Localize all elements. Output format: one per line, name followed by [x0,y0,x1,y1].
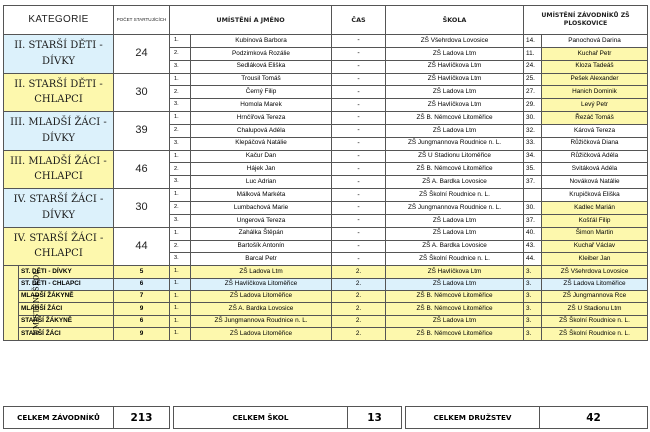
school-name: ZŠ B. Němcové Litoměřice [386,112,524,125]
race-time: - [332,227,386,240]
race-time: - [332,163,386,176]
category-results [4,35,648,266]
ranking-third-place: 3. [524,278,542,290]
school-name: ZŠ Havlíčkova Ltm [386,60,524,73]
ranking-first-school: ZŠ Ladova Ltm [191,266,332,278]
race-time: - [332,201,386,214]
ploskovice-racer: Růžičková Diana [542,137,648,150]
ploskovice-place: 30. [524,112,542,125]
ranking-team-count: 6 [114,315,170,327]
ranking-third-place: 3. [524,303,542,315]
place-number: 3. [170,99,191,112]
ploskovice-racer: Kleiber Jan [542,253,648,266]
ranking-second-place: 2. [332,290,386,302]
ranking-first-school: ZŠ A. Bardka Lovosice [191,303,332,315]
ploskovice-racer: Krupičková Eliška [542,189,648,202]
ploskovice-place: 25. [524,73,542,86]
ploskovice-place: 32. [524,124,542,137]
ranking-team-count: 5 [114,266,170,278]
race-time: - [332,60,386,73]
school-name: ZŠ Ladova Ltm [386,86,524,99]
racer-name: Kubínová Barbora [191,35,332,48]
results-sheet [3,5,647,429]
result-row [4,112,648,125]
category-name: IV. STARŠÍ ŽÁCI - CHLAPCI [4,227,114,266]
category-name: II. STARŠÍ DĚTI - CHLAPCI [4,73,114,112]
starter-count: 39 [114,112,170,151]
ploskovice-place: 37. [524,176,542,189]
place-number: 2. [170,201,191,214]
race-time: - [332,35,386,48]
ranking-third-school: ZŠ Ladova Litoměřice [542,278,648,290]
ploskovice-racer: Panochová Darina [542,35,648,48]
racer-name: Podzimková Rozálie [191,47,332,60]
ploskovice-racer: Svitáková Adéla [542,163,648,176]
place-number: 1. [170,35,191,48]
total-teams-label: CELKEM DRUŽSTEV [406,407,540,429]
result-row [4,189,648,202]
school-name: ZŠ Školní Roudnice n. L. [386,189,524,202]
race-time: - [332,150,386,163]
school-name: ZŠ A. Bardka Lovosice [386,240,524,253]
side-label-text: UMÍSTĚNÍ ŠKOL [32,270,41,336]
ranking-second-place: 2. [332,328,386,340]
ranking-first-place: 1. [170,266,191,278]
racer-name: Ungerová Tereza [191,214,332,227]
category-name: III. MLADŠÍ ŽÁCI - CHLAPCI [4,150,114,189]
racer-name: Chalupová Adéla [191,124,332,137]
school-name: ZŠ Jungmannova Roudnice n. L. [386,201,524,214]
ploskovice-place [524,189,542,202]
result-row [4,73,648,86]
ranking-category: STARŠÍ ŽÁCI [19,328,114,340]
ranking-second-school: ZŠ Ladova Ltm [386,315,524,327]
ranking-first-school: ZŠ Ladova Litoměřice [191,290,332,302]
ploskovice-place: 33. [524,137,542,150]
school-ranking-row [4,278,648,290]
place-number: 3. [170,60,191,73]
starter-count: 30 [114,189,170,228]
ranking-team-count: 9 [114,328,170,340]
place-number: 1. [170,227,191,240]
place-number: 1. [170,189,191,202]
racer-name: Málková Markéta [191,189,332,202]
ploskovice-place: 40. [524,227,542,240]
ranking-first-place: 1. [170,290,191,302]
race-time: - [332,240,386,253]
ranking-first-school: ZŠ Jungmannova Roudnice n. L. [191,315,332,327]
school-ranking-row [4,290,648,302]
starter-count: 24 [114,35,170,74]
starter-count: 46 [114,150,170,189]
race-time: - [332,86,386,99]
racer-name: Luc Adrian [191,176,332,189]
ploskovice-racer: Kloza Tadeáš [542,60,648,73]
racer-name: Homola Marek [191,99,332,112]
result-row [4,35,648,48]
header-cas: ČAS [332,6,386,35]
ranking-team-count: 6 [114,278,170,290]
race-time: - [332,47,386,60]
ranking-first-place: 1. [170,303,191,315]
race-time: - [332,176,386,189]
category-name: IV. STARŠÍ ŽÁCI - DÍVKY [4,189,114,228]
starter-count: 44 [114,227,170,266]
racer-name: Barcal Petr [191,253,332,266]
school-name: ZŠ Ladova Ltm [386,124,524,137]
ranking-second-place: 2. [332,303,386,315]
ploskovice-place: 34. [524,150,542,163]
ranking-third-school: ZŠ Jungmannova Rce [542,290,648,302]
school-rankings [4,266,648,340]
ploskovice-racer: Kuchař Petr [542,47,648,60]
ploskovice-place: 27. [524,86,542,99]
ranking-team-count: 7 [114,290,170,302]
ploskovice-racer: Šimon Martin [542,227,648,240]
place-number: 2. [170,240,191,253]
place-number: 1. [170,73,191,86]
racer-name: Černý Filip [191,86,332,99]
place-number: 1. [170,112,191,125]
ranking-second-school: ZŠ Ladova Ltm [386,278,524,290]
ranking-first-school: ZŠ Havlíčkova Litoměřice [191,278,332,290]
ploskovice-place: 43. [524,240,542,253]
place-number: 2. [170,47,191,60]
ranking-third-school: ZŠ Školní Roudnice n. L. [542,328,648,340]
school-name: ZŠ Jungmannova Roudnice n. L. [386,137,524,150]
ranking-third-school: ZŠ Všehrdova Lovosice [542,266,648,278]
header-umisteni: UMÍSTĚNÍ A JMÉNO [170,6,332,35]
ranking-second-school: ZŠ B. Němcové Litoměřice [386,290,524,302]
header-pocet: POČET STARTUJÍCÍCH [114,6,170,35]
ploskovice-place: 11. [524,47,542,60]
ranking-first-place: 1. [170,315,191,327]
ploskovice-racer: Nováková Natálie [542,176,648,189]
school-name: ZŠ Havlíčkova Ltm [386,73,524,86]
ranking-third-place: 3. [524,266,542,278]
place-number: 2. [170,124,191,137]
place-number: 3. [170,214,191,227]
school-ranking-row [4,266,648,278]
ploskovice-place: 29. [524,99,542,112]
school-ranking-row [4,328,648,340]
racer-name: Zahálka Štěpán [191,227,332,240]
racer-name: Klepáčová Natálie [191,137,332,150]
ploskovice-place: 37. [524,214,542,227]
ploskovice-racer: Pešek Alexander [542,73,648,86]
race-time: - [332,214,386,227]
ploskovice-place: 44. [524,253,542,266]
results-table [3,5,648,341]
racer-name: Bartošík Antonín [191,240,332,253]
ploskovice-racer: Hanich Dominik [542,86,648,99]
category-name: III. MLADŠÍ ŽÁCI - DÍVKY [4,112,114,151]
ranking-third-school: ZŠ U Stadionu Ltm [542,303,648,315]
result-row [4,227,648,240]
racer-name: Sedláková Eliška [191,60,332,73]
total-racers-label: CELKEM ZÁVODNÍKŮ [4,407,114,429]
place-number: 2. [170,163,191,176]
ploskovice-racer: Růžičková Adéla [542,150,648,163]
ranking-third-place: 3. [524,315,542,327]
ploskovice-place: 24. [524,60,542,73]
header-skola: ŠKOLA [386,6,524,35]
place-number: 1. [170,150,191,163]
race-time: - [332,189,386,202]
race-time: - [332,253,386,266]
racer-name: Lumbachová Marie [191,201,332,214]
header-ploskovice: UMÍSTĚNÍ ZÁVODNÍKŮ ZŠ PLOSKOVICE [524,6,648,35]
ploskovice-place: 35. [524,163,542,176]
school-ranking-row [4,315,648,327]
ploskovice-racer: Kadlec Marián [542,201,648,214]
school-name: ZŠ Všehrdova Lovosice [386,35,524,48]
ranking-category: STARŠÍ ŽÁKYNĚ [19,315,114,327]
school-name: ZŠ Havlíčkova Ltm [386,99,524,112]
ranking-second-school: ZŠ Havlíčkova Ltm [386,266,524,278]
place-number: 3. [170,253,191,266]
ranking-first-place: 1. [170,278,191,290]
ranking-second-place: 2. [332,266,386,278]
ranking-category: ST. DĚTI - CHLAPCI [19,278,114,290]
race-time: - [332,99,386,112]
ploskovice-racer: Kárová Tereza [542,124,648,137]
school-ranking-row [4,303,648,315]
school-name: ZŠ Ladova Ltm [386,47,524,60]
totals-footer [3,406,648,429]
ploskovice-place: 14. [524,35,542,48]
race-time: - [332,124,386,137]
ploskovice-racer: Kuchař Václav [542,240,648,253]
ranking-third-place: 3. [524,328,542,340]
race-time: - [332,137,386,150]
race-time: - [332,73,386,86]
total-schools-value: 13 [348,407,402,429]
ploskovice-place: 30. [524,201,542,214]
school-name: ZŠ Školní Roudnice n. L. [386,253,524,266]
ranking-second-school: ZŠ B. Němcové Litoměřice [386,303,524,315]
total-racers-value: 213 [114,407,170,429]
ranking-third-school: ZŠ Školní Roudnice n. L. [542,315,648,327]
ranking-second-place: 2. [332,315,386,327]
place-number: 2. [170,86,191,99]
ranking-category: MLADŠÍ ŽÁKYNĚ [19,290,114,302]
total-teams-value: 42 [540,407,648,429]
school-name: ZŠ B. Němcové Litoměřice [386,163,524,176]
ranking-second-school: ZŠ B. Němcové Litoměřice [386,328,524,340]
school-name: ZŠ Ladova Ltm [386,227,524,240]
race-time: - [332,112,386,125]
ploskovice-racer: Košťál Filip [542,214,648,227]
school-name: ZŠ Ladova Ltm [386,214,524,227]
ploskovice-racer: Řezáč Tomáš [542,112,648,125]
total-schools-label: CELKEM ŠKOL [174,407,348,429]
ranking-second-place: 2. [332,278,386,290]
ranking-category: MLADŠÍ ŽÁCI [19,303,114,315]
header-kategorie: KATEGORIE [4,6,114,35]
ranking-first-place: 1. [170,328,191,340]
place-number: 3. [170,176,191,189]
school-name: ZŠ A. Bardka Lovosice [386,176,524,189]
racer-name: Trousil Tomáš [191,73,332,86]
place-number: 3. [170,137,191,150]
ploskovice-racer: Levý Petr [542,99,648,112]
racer-name: Hrnčířová Tereza [191,112,332,125]
racer-name: Kačur Dan [191,150,332,163]
school-name: ZŠ U Stadionu Litoměřice [386,150,524,163]
result-row [4,150,648,163]
ranking-category: ST. DĚTI - DÍVKY [19,266,114,278]
category-name: II. STARŠÍ DĚTI - DÍVKY [4,35,114,74]
starter-count: 30 [114,73,170,112]
ranking-third-place: 3. [524,290,542,302]
ranking-first-school: ZŠ Ladova Litoměřice [191,328,332,340]
ranking-team-count: 9 [114,303,170,315]
racer-name: Hájek Jan [191,163,332,176]
